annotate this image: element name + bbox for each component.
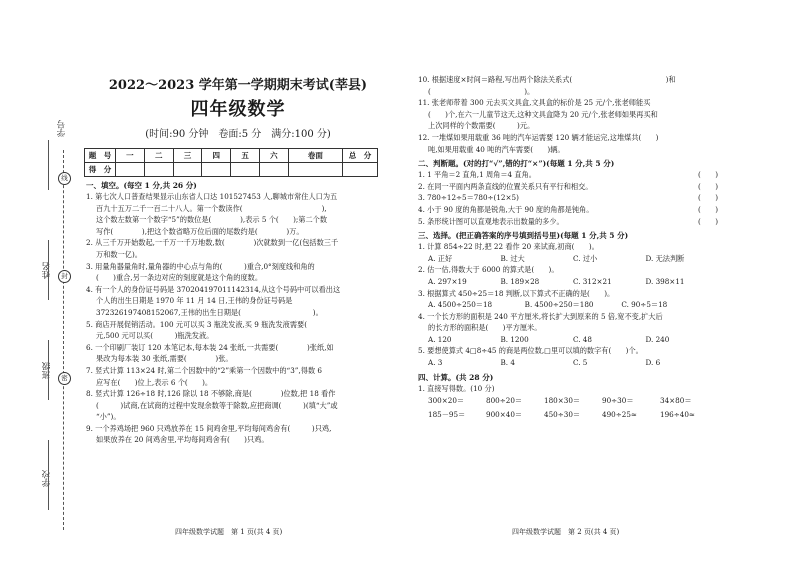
question-10-line: ( )。: [428, 86, 535, 96]
class-line[interactable]: [48, 340, 49, 400]
judge-item: [418, 192, 718, 204]
score-cell: 六: [259, 149, 288, 163]
student-number-line[interactable]: [48, 140, 49, 190]
question-12-line: 吨,如果用载重 40 吨的汽车需要( )辆。: [428, 144, 565, 154]
calc-item[interactable]: 185－95＝: [428, 410, 466, 420]
score-table-row: [85, 163, 378, 177]
judge-item: [418, 216, 718, 228]
score-input[interactable]: [202, 163, 231, 177]
score-table: [84, 148, 378, 177]
choice-3-question: 3. 根据算式 450÷25＝18 判断,以下算式不正确的是( )。: [418, 288, 615, 298]
question-11-line: 上次同样的个数需要( )元。: [428, 121, 535, 131]
name-line[interactable]: [48, 240, 49, 300]
question-2-line: 2. 从三千万开始数起,一千万一千万地数,数( )次就数到一亿(包括数三千: [86, 238, 339, 248]
question-4-line: 4. 有一个人的身份证号码是 370204197011142314,从这个号码中可以看出这: [86, 284, 341, 294]
calc-item[interactable]: 800÷20＝: [486, 396, 523, 406]
calc-item[interactable]: 450÷30＝: [544, 410, 581, 420]
judge-item: [418, 181, 718, 193]
question-11-line: 11. 张老师带着 300 元去买文具盒,文具盒的标价是 25 元/个,张老师能买: [418, 98, 651, 108]
school-line[interactable]: [48, 440, 49, 510]
question-8-line: “小”)。: [96, 412, 121, 422]
score-input[interactable]: [144, 163, 173, 177]
question-6-line: 6. 一个印刷厂装订 120 本笔记本,每本装 24 张纸,一共需要( )张纸,如: [86, 342, 334, 352]
question-3-line: 3. 用量角器量角时,量角器的中心点与角的( )重合,0°刻度线和角的: [86, 261, 315, 271]
page-1: [86, 68, 390, 446]
score-input[interactable]: [288, 163, 342, 177]
score-input[interactable]: [343, 163, 378, 177]
question-5-line: 5. 商店开展促销活动。100 元可以买 3 瓶洗发液,买 9 瓶洗发液需要(: [86, 319, 329, 329]
choice-2-options: [418, 276, 718, 288]
calc-item[interactable]: 900×40＝: [486, 410, 523, 420]
choice-option[interactable]: C. 312×21: [573, 276, 612, 286]
question-8-line: 8. 竖式计算 126÷18 时,126 除以 18 不够除,商是( )位数,把 18 看作: [86, 389, 336, 399]
choice-option[interactable]: B. 4500÷250＝180: [524, 300, 594, 310]
judge-answer-box[interactable]: ( ): [698, 193, 718, 203]
label-class: 班级: [42, 362, 52, 379]
question-2-line: 万和数一亿)。: [96, 249, 142, 259]
label-student-number: 学号: [57, 120, 67, 137]
calc-item[interactable]: 300×20＝: [428, 396, 465, 406]
question-5-line: 元,500 元可以买( )瓶洗发液。: [96, 331, 214, 341]
judge-text: 1. 1 平角＝2 直角,1 周角＝4 直角。: [418, 170, 536, 180]
section-2-heading: 二、判断题。(对的打“√”,错的打“×”)(每题 1 分,共 5 分): [418, 159, 615, 169]
choice-1-options: [418, 253, 718, 265]
choice-option[interactable]: B. 过大: [500, 253, 525, 263]
question-8-line: ( )试商,在试商的过程中发现余数等于除数,应把商调( )(填“大”或: [96, 400, 338, 410]
binding-margin: [0, 0, 78, 561]
choice-option[interactable]: C. 48: [573, 334, 592, 344]
choice-option[interactable]: A. 120: [428, 334, 452, 344]
choice-option[interactable]: C. 5: [573, 358, 588, 368]
question-11-line: ( )个,在六一儿童节这天,这种文具盒降为 20 元/个,张老师如果再买和: [428, 109, 658, 119]
judge-text: 2. 在同一平面内两条直线的位置关系只有平行和相交。: [418, 181, 593, 191]
score-input[interactable]: [231, 163, 260, 177]
judge-item: [418, 204, 718, 216]
calc-item[interactable]: 34×80＝: [660, 396, 692, 406]
question-1-line: 百九十五万二千一百二十八人。第一个数读作( ),: [96, 203, 327, 213]
question-6-line: 果改为每本装 30 张纸,需要( )张。: [96, 354, 233, 364]
score-cell: 三: [173, 149, 202, 163]
choice-4-question: 的长方形的面积是( )平方厘米。: [428, 323, 542, 333]
calc-row: [418, 408, 718, 422]
question-1-line: 写作( ),把这个数省略万位后面的尾数约是( )万。: [96, 226, 304, 236]
judge-item: [418, 169, 718, 181]
choice-2-question: 2. 估一估,得数大于 6000 的算式是( )。: [418, 265, 559, 275]
seal-mark-xian: 线: [58, 172, 71, 185]
score-cell: 题 号: [85, 149, 116, 163]
score-cell: 四: [202, 149, 231, 163]
label-name: 姓名: [42, 262, 52, 279]
choice-option[interactable]: A. 4500÷250＝18: [428, 300, 493, 310]
binding-dashed-line: [63, 150, 64, 530]
question-9-line: 如果放养在 20 间鸡舍里,平均每间鸡舍有( )只鸡。: [96, 435, 269, 445]
question-9-line: 9. 一个养鸡场把 960 只鸡放养在 15 间鸡舍里,平均每间鸡舍有( )只鸡,: [86, 423, 332, 433]
calc-item[interactable]: 196÷40≈: [660, 410, 695, 420]
page-1-footer: 四年级数学试题 第 1 页(共 4 页): [175, 528, 283, 536]
judge-answer-box[interactable]: ( ): [698, 204, 718, 214]
score-cell: 二: [144, 149, 173, 163]
choice-5-question: 5. 要想使算式 4□8÷45 的商是两位数,□里可以填的数字有( )个。: [418, 346, 643, 356]
score-table-header: [85, 149, 378, 163]
score-cell: 五: [231, 149, 260, 163]
page-2-footer: 四年级数学试题 第 2 页(共 4 页): [512, 528, 620, 536]
score-cell: 一: [116, 149, 145, 163]
judge-text: 3. 780÷12÷5＝780÷(12×5): [418, 193, 519, 203]
choice-5-options: [418, 357, 718, 369]
choice-4-question: 4. 一个长方形的面积是 240 平方厘米,将长扩大到原来的 5 倍,宽不变,扩大后: [418, 311, 663, 321]
question-7-line: 7. 竖式计算 113×24 时,第二个因数中的“2”乘第一个因数中的“3”,得数 6: [86, 365, 322, 375]
judge-text: 4. 小于 90 度的角都是锐角,大于 90 度的角都是钝角。: [418, 204, 594, 214]
label-school: 学校: [42, 470, 52, 487]
choice-option[interactable]: A. 3: [428, 358, 443, 368]
score-cell: 得 分: [85, 163, 116, 177]
score-input[interactable]: [259, 163, 288, 177]
section-4-heading: 四、计算。(共 28 分): [418, 372, 494, 382]
question-4-line: 372326197408152067,王伟的出生日期是( )。: [96, 307, 323, 317]
judge-answer-box[interactable]: ( ): [698, 181, 718, 191]
choice-option[interactable]: D. 398×11: [645, 276, 685, 286]
question-1-line: 1. 第七次人口普查结果显示山东省人口达 101527453 人,聊城市常住人口为五: [86, 192, 338, 201]
calc-item[interactable]: 180×30＝: [544, 396, 581, 406]
question-10-line: 10. 根据速度×时间＝路程,写出两个除法关系式( )和: [418, 75, 676, 84]
choice-3-options: [418, 299, 718, 311]
choice-option[interactable]: D. 无法判断: [645, 253, 685, 263]
judge-answer-box[interactable]: ( ): [698, 216, 718, 226]
page-2: [418, 74, 718, 422]
score-input[interactable]: [116, 163, 145, 177]
calc-row: [418, 394, 718, 408]
calc-instruction: 1. 直接写得数。(10 分): [418, 383, 495, 393]
choice-option[interactable]: B. 4: [500, 358, 515, 368]
calc-item[interactable]: 490÷25≈: [602, 410, 637, 420]
judge-text: 5. 条形统计图可以直观地表示出数量的多少。: [418, 216, 564, 226]
exam-subject: 四年级数学: [190, 99, 286, 120]
choice-option[interactable]: D. 6: [645, 358, 661, 368]
score-cell: 卷面: [288, 149, 342, 163]
exam-info: (时间:90 分钟 卷面:5 分 满分:100 分): [145, 129, 331, 140]
question-4-line: 个人的出生日期是 1970 年 11 月 14 日,王伟的身份证号码是: [96, 296, 293, 306]
question-7-line: 应写在( )位上,表示 6 个( )。: [96, 377, 213, 387]
calc-item[interactable]: 90÷30＝: [602, 396, 634, 406]
score-cell: 总 分: [343, 149, 378, 163]
choice-option[interactable]: C. 过小: [573, 253, 598, 263]
choice-option[interactable]: C. 90÷5＝18: [621, 300, 668, 310]
question-12-line: 12. 一堆煤如果用载重 36 吨的汽车运需要 120 辆才能运完,这堆煤共( ): [418, 132, 659, 142]
choice-option[interactable]: A. 297×19: [428, 276, 467, 286]
seal-mark-mi: 密: [58, 372, 71, 385]
section-3-heading: 三、选择。(把正确答案的序号填到括号里)(每题 1 分,共 5 分): [418, 231, 629, 241]
section-1-heading: 一、填空。(每空 1 分,共 26 分): [86, 181, 197, 190]
seal-mark-feng: 封: [58, 270, 71, 283]
question-3-line: ( )重合,另一条边对应的刻度就是这个角的度数。: [96, 273, 263, 283]
choice-4-options: [418, 334, 718, 346]
question-1-line: 这个数左数第一个数字“5”的数位是( ),表示 5 个( );第二个数: [96, 215, 328, 225]
score-input[interactable]: [173, 163, 202, 177]
choice-1-question: 1. 计算 854÷22 时,把 22 看作 20 来试商,初商( )。: [418, 242, 599, 252]
exam-title: 2022～2023 学年第一学期期末考试(莘县): [108, 78, 368, 93]
choice-option[interactable]: D. 240: [645, 334, 670, 344]
judge-answer-box[interactable]: ( ): [698, 170, 718, 180]
choice-option[interactable]: B. 1200: [500, 334, 529, 344]
choice-option[interactable]: A. 正好: [428, 253, 453, 263]
choice-option[interactable]: B. 189×28: [500, 276, 540, 286]
